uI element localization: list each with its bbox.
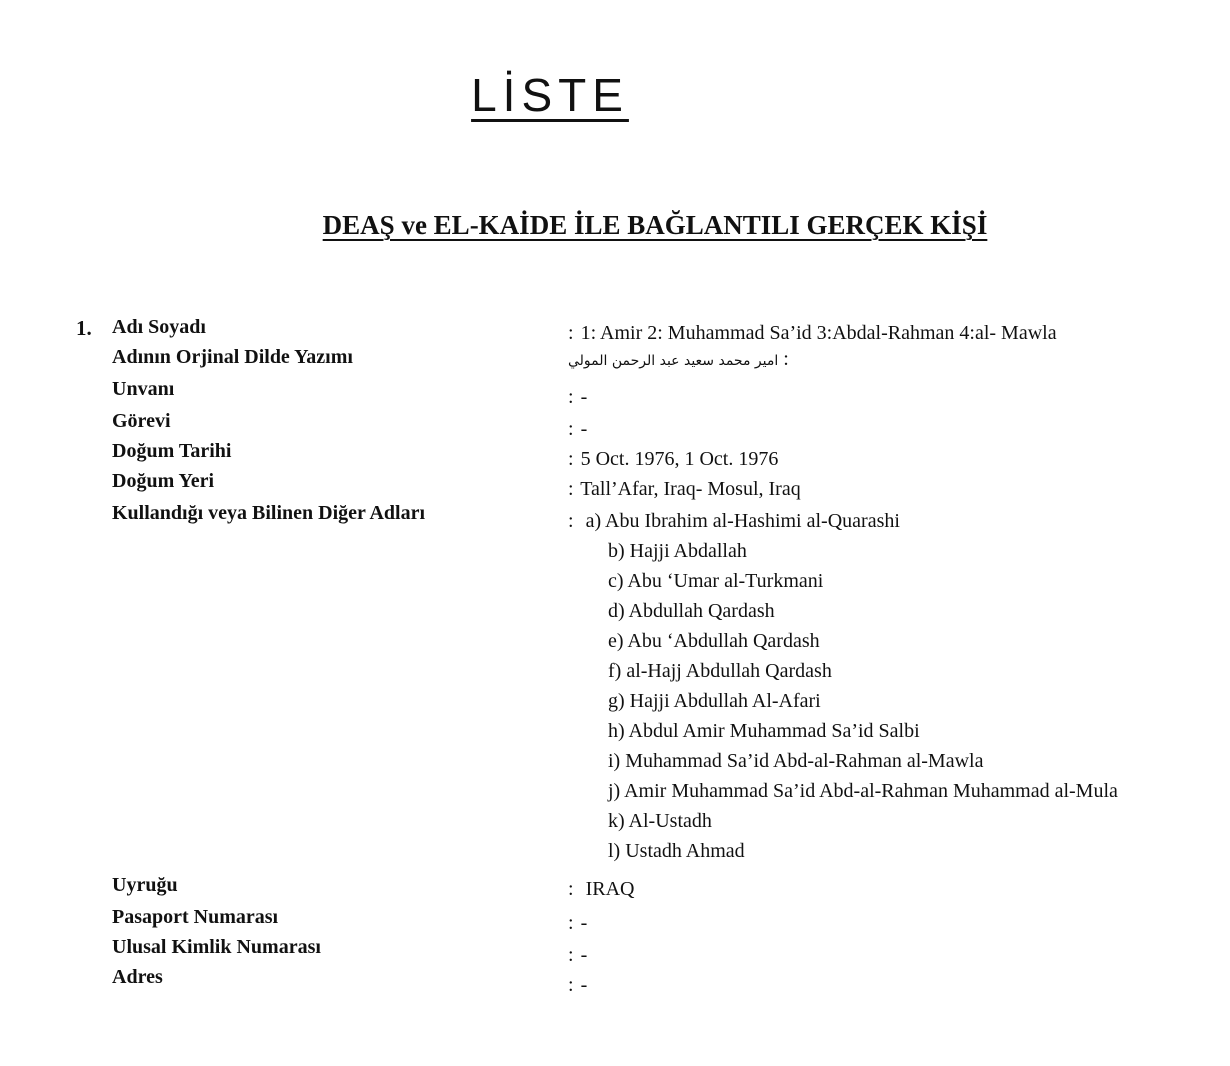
field-row-birth-place	[0, 470, 1230, 500]
alias-item: c) Abu ‘Umar al-Turkmani	[608, 570, 824, 592]
alias-item: g) Hajji Abdullah Al-Afari	[608, 690, 821, 712]
field-value: : 1: Amir 2: Muhammad Sa’id 3:Abdal-Rahman 4:al- Mawla	[568, 322, 1057, 344]
field-label: Uyruğu	[112, 874, 178, 896]
alias-item: b) Hajji Abdallah	[608, 540, 747, 562]
field-value: امير محمد سعيد عبد الرحمن المولي :	[568, 348, 789, 370]
field-row-national-id	[0, 936, 1230, 966]
field-label: Adı Soyadı	[112, 316, 206, 338]
field-row-passport	[0, 906, 1230, 936]
alias-item: f) al-Hajj Abdullah Qardash	[608, 660, 832, 682]
field-value: : IRAQ	[568, 878, 635, 900]
field-row-name	[0, 316, 1230, 346]
field-value: : -	[568, 944, 588, 966]
field-row-birth-date	[0, 440, 1230, 470]
field-label: Adının Orjinal Dilde Yazımı	[112, 346, 353, 368]
field-label: Görevi	[112, 410, 171, 432]
field-value: : -	[568, 912, 588, 934]
field-value: : -	[568, 386, 588, 408]
entry-number: 1.	[76, 316, 92, 340]
field-label: Unvanı	[112, 378, 175, 400]
field-row-nationality	[0, 874, 1230, 904]
field-row-aliases	[0, 502, 1230, 532]
field-label: Kullandığı veya Bilinen Diğer Adları	[112, 502, 426, 524]
field-label: Doğum Tarihi	[112, 440, 232, 462]
field-row-address	[0, 966, 1230, 996]
field-row-duty	[0, 410, 1230, 440]
field-label: Adres	[112, 966, 163, 988]
document-subtitle: DEAŞ ve EL-KAİDE İLE BAĞLANTILI GERÇEK KİŞİ	[322, 210, 988, 240]
alias-item: k) Al-Ustadh	[608, 810, 712, 832]
field-row-title	[0, 378, 1230, 408]
field-value: : 5 Oct. 1976, 1 Oct. 1976	[568, 448, 779, 470]
alias-item: d) Abdullah Qardash	[608, 600, 775, 622]
document-title: LİSTE	[471, 69, 629, 121]
alias-item: j) Amir Muhammad Sa’id Abd-al-Rahman Muhammad al-Mula	[608, 780, 1118, 802]
field-value: : Tall’Afar, Iraq- Mosul, Iraq	[568, 478, 801, 500]
field-value: : a) Abu Ibrahim al-Hashimi al-Quarashi	[568, 510, 900, 532]
alias-item: i) Muhammad Sa’id Abd-al-Rahman al-Mawla	[608, 750, 984, 772]
alias-item: e) Abu ‘Abdullah Qardash	[608, 630, 820, 652]
alias-item: h) Abdul Amir Muhammad Sa’id Salbi	[608, 720, 920, 742]
field-row-original-name	[0, 346, 1230, 376]
field-value: : -	[568, 418, 588, 440]
field-label: Pasaport Numarası	[112, 906, 279, 928]
alias-item: l) Ustadh Ahmad	[608, 840, 745, 862]
field-label: Doğum Yeri	[112, 470, 215, 492]
field-value: : -	[568, 974, 588, 996]
field-label: Ulusal Kimlik Numarası	[112, 936, 321, 958]
